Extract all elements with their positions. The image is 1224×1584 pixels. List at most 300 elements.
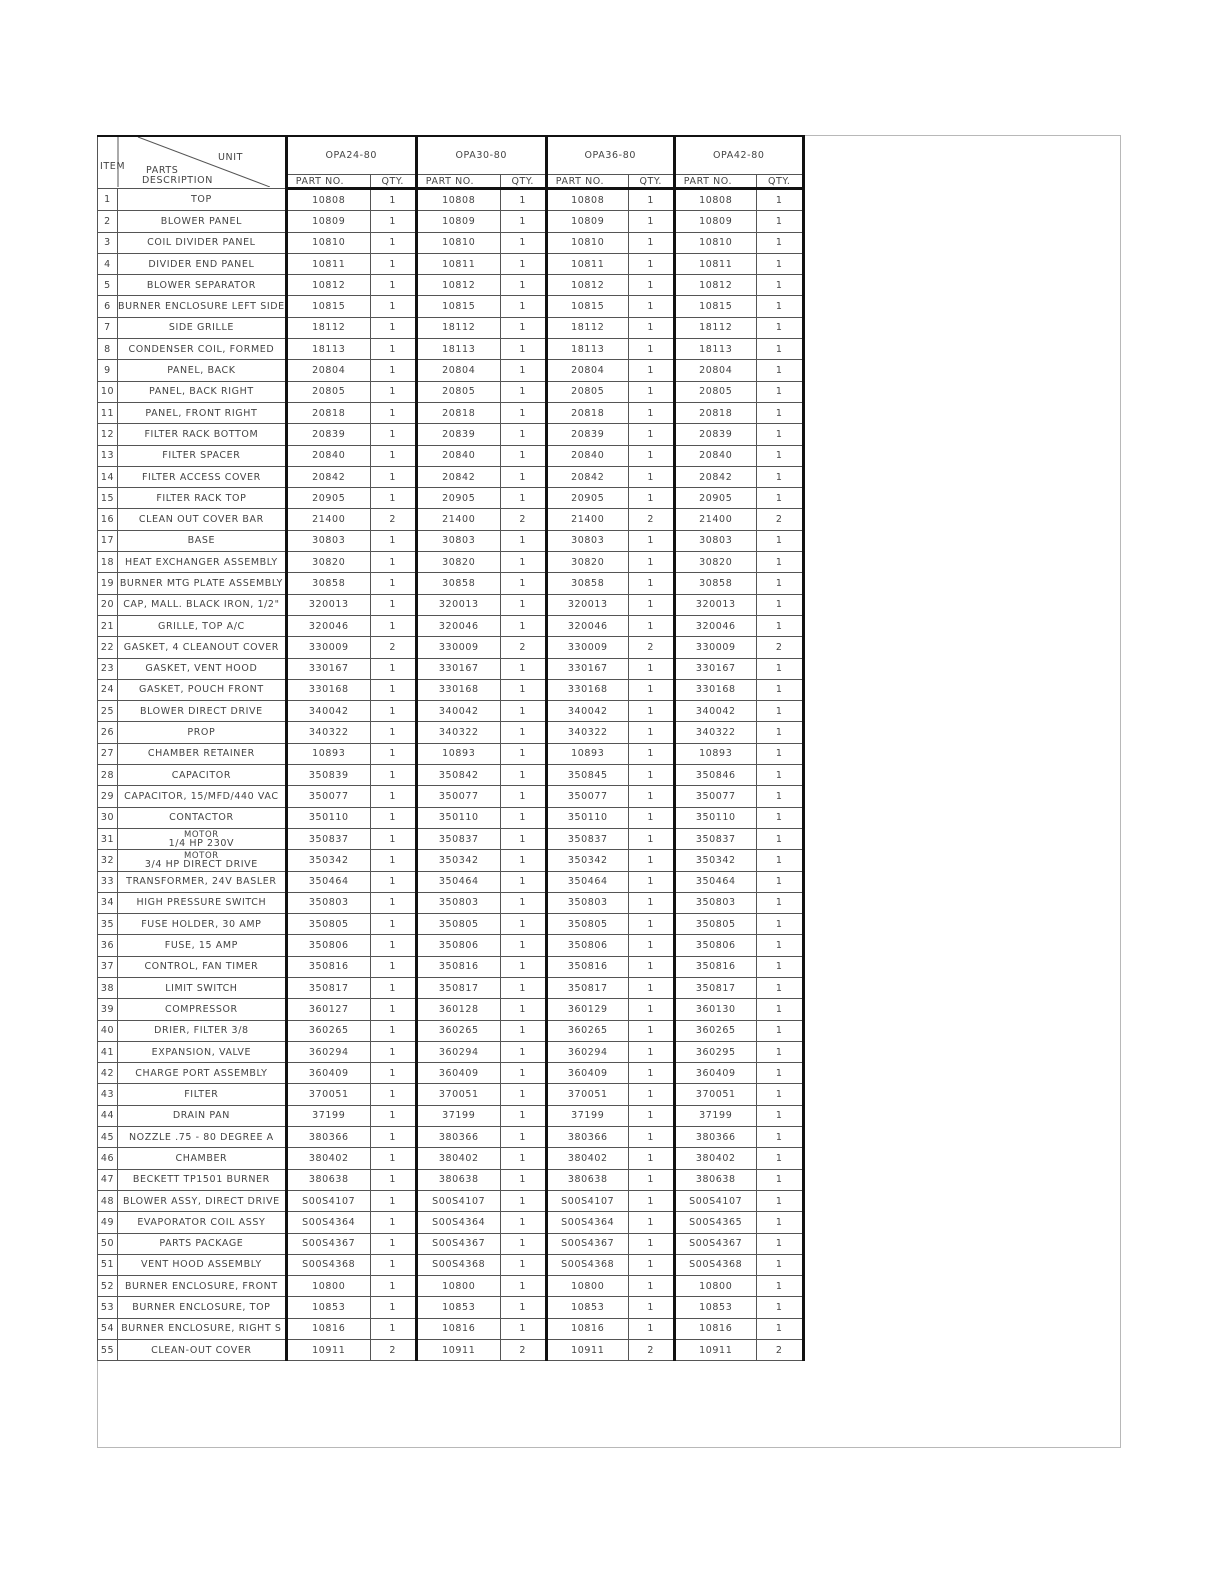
item-number: 44 [98, 1105, 118, 1126]
part-number: 10811 [286, 253, 370, 274]
item-number: 35 [98, 914, 118, 935]
quantity: 1 [756, 743, 803, 764]
part-description: HEAT EXCHANGER ASSEMBLY [118, 552, 287, 573]
part-number: 20804 [546, 360, 628, 381]
quantity: 1 [756, 914, 803, 935]
part-number: 20905 [674, 488, 756, 509]
table-row [98, 1190, 804, 1211]
quantity: 1 [370, 1254, 416, 1275]
quantity: 1 [628, 445, 674, 466]
quantity: 1 [756, 786, 803, 807]
quantity: 1 [370, 615, 416, 636]
part-number: 10911 [674, 1340, 756, 1361]
part-description: DIVIDER END PANEL [118, 253, 287, 274]
part-number: 360294 [546, 1041, 628, 1062]
item-number: 21 [98, 615, 118, 636]
part-number: 10810 [546, 232, 628, 253]
quantity: 1 [628, 999, 674, 1020]
part-number: 330009 [674, 637, 756, 658]
quantity: 1 [628, 424, 674, 445]
quantity: 1 [628, 828, 674, 849]
quantity: 1 [756, 189, 803, 211]
part-description: FUSE HOLDER, 30 AMP [118, 914, 287, 935]
part-number: 20842 [416, 466, 500, 487]
quantity: 1 [756, 296, 803, 317]
quantity: 1 [756, 488, 803, 509]
part-number: 20842 [674, 466, 756, 487]
quantity: 1 [500, 977, 546, 998]
part-number: 30858 [286, 573, 370, 594]
part-number: 340322 [416, 722, 500, 743]
quantity: 1 [628, 1063, 674, 1084]
part-number: 370051 [286, 1084, 370, 1105]
quantity: 1 [370, 253, 416, 274]
quantity: 1 [756, 232, 803, 253]
part-number: 380638 [286, 1169, 370, 1190]
part-number: 350805 [286, 914, 370, 935]
part-number: 350842 [416, 765, 500, 786]
item-number: 27 [98, 743, 118, 764]
quantity: 1 [628, 594, 674, 615]
part-number: 350816 [546, 956, 628, 977]
part-description: BLOWER SEPARATOR [118, 275, 287, 296]
quantity: 1 [628, 935, 674, 956]
part-number: 10853 [286, 1297, 370, 1318]
quantity: 1 [756, 381, 803, 402]
part-number: 10800 [286, 1276, 370, 1297]
quantity: 1 [756, 1276, 803, 1297]
quantity: 1 [628, 786, 674, 807]
table-row [98, 530, 804, 551]
quantity: 1 [628, 573, 674, 594]
part-description: COMPRESSOR [118, 999, 287, 1020]
quantity: 1 [628, 211, 674, 232]
part-no-header-2: PART NO. [416, 175, 500, 189]
part-number: 10800 [674, 1276, 756, 1297]
quantity: 1 [500, 679, 546, 700]
table-row [98, 594, 804, 615]
part-number: 30803 [286, 530, 370, 551]
table-row [98, 871, 804, 892]
item-number: 12 [98, 424, 118, 445]
part-no-header-4: PART NO. [674, 175, 756, 189]
part-number: 20805 [546, 381, 628, 402]
quantity: 1 [628, 360, 674, 381]
quantity: 1 [756, 552, 803, 573]
part-number: 350817 [286, 977, 370, 998]
quantity: 1 [500, 1063, 546, 1084]
model-header-3: OPA36-80 [546, 136, 674, 175]
quantity: 1 [756, 935, 803, 956]
table-row [98, 402, 804, 423]
unit-label: UNIT [218, 152, 244, 163]
part-description: PANEL, BACK RIGHT [118, 381, 287, 402]
part-description: BURNER ENCLOSURE LEFT SIDE [118, 296, 287, 317]
part-number: 350806 [416, 935, 500, 956]
quantity: 1 [500, 1148, 546, 1169]
part-number: 18113 [674, 339, 756, 360]
part-number: 18112 [546, 317, 628, 338]
quantity: 1 [756, 1063, 803, 1084]
part-number: 10816 [286, 1318, 370, 1339]
qty-header-2: QTY. [500, 175, 546, 189]
part-number: 20805 [416, 381, 500, 402]
quantity: 1 [756, 977, 803, 998]
item-number: 22 [98, 637, 118, 658]
quantity: 1 [756, 1127, 803, 1148]
part-number: 340322 [674, 722, 756, 743]
table-row [98, 466, 804, 487]
quantity: 1 [756, 1297, 803, 1318]
quantity: 1 [370, 466, 416, 487]
quantity: 1 [500, 701, 546, 722]
part-number: 350110 [546, 807, 628, 828]
part-number: 350805 [674, 914, 756, 935]
table-row [98, 445, 804, 466]
part-number: S00S4367 [416, 1233, 500, 1254]
item-number: 19 [98, 573, 118, 594]
part-description: VENT HOOD ASSEMBLY [118, 1254, 287, 1275]
part-number: 340042 [674, 701, 756, 722]
part-number: 330009 [546, 637, 628, 658]
table-row [98, 914, 804, 935]
part-number: 10809 [286, 211, 370, 232]
parts-table-body [98, 189, 804, 1361]
quantity: 1 [500, 1276, 546, 1297]
quantity: 1 [370, 424, 416, 445]
quantity: 1 [370, 488, 416, 509]
part-number: 20839 [674, 424, 756, 445]
quantity: 1 [370, 1041, 416, 1062]
quantity: 1 [370, 1084, 416, 1105]
part-number: 30820 [286, 552, 370, 573]
part-number: 10812 [674, 275, 756, 296]
part-description: FILTER RACK BOTTOM [118, 424, 287, 445]
quantity: 1 [370, 871, 416, 892]
part-number: 360295 [674, 1041, 756, 1062]
part-number: 380638 [674, 1169, 756, 1190]
quantity: 1 [628, 1105, 674, 1126]
quantity: 1 [756, 339, 803, 360]
part-number: 350837 [546, 828, 628, 849]
quantity: 1 [500, 786, 546, 807]
part-description: PANEL, BACK [118, 360, 287, 381]
part-number: 380402 [674, 1148, 756, 1169]
table-row [98, 1318, 804, 1339]
item-number: 28 [98, 765, 118, 786]
quantity: 1 [500, 871, 546, 892]
table-row [98, 956, 804, 977]
part-description: CONTACTOR [118, 807, 287, 828]
quantity: 1 [628, 914, 674, 935]
part-number: 20840 [546, 445, 628, 466]
quantity: 1 [370, 1297, 416, 1318]
quantity: 1 [370, 765, 416, 786]
quantity: 1 [756, 722, 803, 743]
part-number: 380366 [546, 1127, 628, 1148]
quantity: 1 [370, 339, 416, 360]
item-number: 38 [98, 977, 118, 998]
quantity: 1 [500, 1020, 546, 1041]
part-description [118, 828, 287, 849]
quantity: 1 [370, 1105, 416, 1126]
part-description: FILTER ACCESS COVER [118, 466, 287, 487]
part-description: CLEAN-OUT COVER [118, 1340, 287, 1361]
item-number: 16 [98, 509, 118, 530]
parts-table [97, 135, 805, 1361]
part-description: NOZZLE .75 - 80 DEGREE A [118, 1127, 287, 1148]
part-number: 10853 [546, 1297, 628, 1318]
table-row [98, 807, 804, 828]
quantity: 1 [628, 658, 674, 679]
item-number: 23 [98, 658, 118, 679]
part-number: 350806 [546, 935, 628, 956]
part-description: CAPACITOR [118, 765, 287, 786]
part-number: 360409 [286, 1063, 370, 1084]
quantity: 1 [628, 807, 674, 828]
part-number: 350817 [674, 977, 756, 998]
part-number: 350806 [286, 935, 370, 956]
quantity: 1 [370, 402, 416, 423]
quantity: 1 [500, 828, 546, 849]
table-row [98, 977, 804, 998]
quantity: 1 [628, 232, 674, 253]
quantity: 1 [500, 956, 546, 977]
table-row [98, 850, 804, 871]
part-number: 330167 [674, 658, 756, 679]
part-number: S00S4107 [546, 1190, 628, 1211]
item-number: 29 [98, 786, 118, 807]
part-number: 20839 [286, 424, 370, 445]
quantity: 1 [628, 1127, 674, 1148]
quantity: 1 [628, 552, 674, 573]
part-number: 350817 [546, 977, 628, 998]
part-number: 37199 [416, 1105, 500, 1126]
quantity: 1 [628, 956, 674, 977]
quantity: 1 [628, 701, 674, 722]
parts-description-label [142, 165, 213, 186]
table-row [98, 1148, 804, 1169]
part-number: 20839 [416, 424, 500, 445]
part-number: S00S4364 [416, 1212, 500, 1233]
table-row [98, 1105, 804, 1126]
part-number: 360294 [416, 1041, 500, 1062]
part-number: 330167 [416, 658, 500, 679]
item-number: 46 [98, 1148, 118, 1169]
part-number: 30820 [674, 552, 756, 573]
quantity: 1 [628, 296, 674, 317]
part-number: 10810 [674, 232, 756, 253]
quantity: 1 [500, 850, 546, 871]
part-number: 20842 [546, 466, 628, 487]
item-number: 2 [98, 211, 118, 232]
part-number: S00S4368 [286, 1254, 370, 1275]
quantity: 1 [500, 892, 546, 913]
quantity: 1 [370, 1276, 416, 1297]
quantity: 2 [370, 509, 416, 530]
quantity: 1 [628, 850, 674, 871]
part-number: 350342 [416, 850, 500, 871]
item-number: 26 [98, 722, 118, 743]
part-number: 21400 [416, 509, 500, 530]
part-number: 20840 [416, 445, 500, 466]
part-description: CONTROL, FAN TIMER [118, 956, 287, 977]
quantity: 2 [500, 1340, 546, 1361]
table-row [98, 360, 804, 381]
part-no-header-1: PART NO. [286, 175, 370, 189]
part-description: BURNER ENCLOSURE, TOP [118, 1297, 287, 1318]
quantity: 1 [756, 466, 803, 487]
quantity: 1 [500, 1212, 546, 1233]
part-number: 370051 [546, 1084, 628, 1105]
part-number: 360129 [546, 999, 628, 1020]
quantity: 2 [628, 1340, 674, 1361]
quantity: 1 [500, 488, 546, 509]
quantity: 1 [756, 999, 803, 1020]
part-description: CONDENSER COIL, FORMED [118, 339, 287, 360]
quantity: 1 [756, 1318, 803, 1339]
quantity: 1 [500, 189, 546, 211]
part-description: BURNER ENCLOSURE, FRONT [118, 1276, 287, 1297]
table-row [98, 253, 804, 274]
item-number: 17 [98, 530, 118, 551]
part-number: S00S4365 [674, 1212, 756, 1233]
part-number: 320046 [416, 615, 500, 636]
quantity: 1 [370, 679, 416, 700]
part-number: 18112 [674, 317, 756, 338]
part-description: CAPACITOR, 15/MFD/440 VAC [118, 786, 287, 807]
part-number: 350077 [546, 786, 628, 807]
table-row [98, 552, 804, 573]
part-number: S00S4364 [546, 1212, 628, 1233]
part-number: S00S4368 [546, 1254, 628, 1275]
part-number: 350077 [674, 786, 756, 807]
part-number: 18112 [416, 317, 500, 338]
table-row [98, 892, 804, 913]
part-number: 330167 [286, 658, 370, 679]
quantity: 1 [628, 1233, 674, 1254]
part-number: 10911 [286, 1340, 370, 1361]
quantity: 1 [756, 892, 803, 913]
part-number: 10853 [674, 1297, 756, 1318]
part-description: EVAPORATOR COIL ASSY [118, 1212, 287, 1233]
part-number: S00S4367 [286, 1233, 370, 1254]
part-number: 30820 [416, 552, 500, 573]
quantity: 1 [500, 914, 546, 935]
table-row [98, 1254, 804, 1275]
item-number: 7 [98, 317, 118, 338]
table-row [98, 999, 804, 1020]
quantity: 1 [756, 360, 803, 381]
part-number: 380402 [546, 1148, 628, 1169]
part-number: S00S4367 [674, 1233, 756, 1254]
quantity: 1 [370, 1127, 416, 1148]
part-number: 350817 [416, 977, 500, 998]
item-number: 36 [98, 935, 118, 956]
item-number: 55 [98, 1340, 118, 1361]
quantity: 1 [500, 296, 546, 317]
table-row [98, 275, 804, 296]
part-number: 10809 [416, 211, 500, 232]
quantity: 1 [756, 424, 803, 445]
parts-label-line1: PARTS [146, 165, 179, 176]
part-number: 30803 [546, 530, 628, 551]
part-number: 20905 [286, 488, 370, 509]
quantity: 1 [370, 1063, 416, 1084]
part-description: GASKET, VENT HOOD [118, 658, 287, 679]
part-description: GASKET, 4 CLEANOUT COVER [118, 637, 287, 658]
part-number: 10893 [546, 743, 628, 764]
quantity: 1 [370, 786, 416, 807]
quantity: 1 [500, 615, 546, 636]
quantity: 1 [756, 807, 803, 828]
quantity: 1 [756, 573, 803, 594]
part-number: S00S4368 [416, 1254, 500, 1275]
item-number: 42 [98, 1063, 118, 1084]
item-number: 25 [98, 701, 118, 722]
part-description: TRANSFORMER, 24V BASLER [118, 871, 287, 892]
part-number: 350464 [416, 871, 500, 892]
quantity: 1 [628, 488, 674, 509]
item-number: 13 [98, 445, 118, 466]
quantity: 1 [500, 743, 546, 764]
quantity: 1 [628, 615, 674, 636]
part-number: 330168 [674, 679, 756, 700]
part-number: 320046 [674, 615, 756, 636]
item-number: 1 [98, 189, 118, 211]
quantity: 1 [370, 1020, 416, 1041]
quantity: 1 [756, 275, 803, 296]
item-number: 20 [98, 594, 118, 615]
part-number: 10812 [286, 275, 370, 296]
part-description: CLEAN OUT COVER BAR [118, 509, 287, 530]
quantity: 1 [370, 1190, 416, 1211]
item-number: 50 [98, 1233, 118, 1254]
item-number: 45 [98, 1127, 118, 1148]
quantity: 1 [756, 317, 803, 338]
quantity: 1 [628, 871, 674, 892]
part-no-header-3: PART NO. [546, 175, 628, 189]
quantity: 1 [370, 211, 416, 232]
table-row [98, 743, 804, 764]
quantity: 1 [628, 530, 674, 551]
quantity: 1 [370, 594, 416, 615]
quantity: 2 [628, 637, 674, 658]
item-number: 14 [98, 466, 118, 487]
part-number: 20805 [286, 381, 370, 402]
table-row [98, 1297, 804, 1318]
table-row [98, 935, 804, 956]
quantity: 1 [500, 1127, 546, 1148]
model-header-2: OPA30-80 [416, 136, 546, 175]
part-number: 10811 [674, 253, 756, 274]
quantity: 1 [628, 1297, 674, 1318]
table-row [98, 296, 804, 317]
part-description-line1: MOTOR [183, 850, 219, 861]
table-row [98, 658, 804, 679]
part-description: FUSE, 15 AMP [118, 935, 287, 956]
part-number: 10808 [416, 189, 500, 211]
item-number: 6 [98, 296, 118, 317]
part-description: TOP [118, 189, 287, 211]
part-description: BLOWER DIRECT DRIVE [118, 701, 287, 722]
table-row [98, 1063, 804, 1084]
part-number: S00S4107 [286, 1190, 370, 1211]
quantity: 1 [756, 1190, 803, 1211]
part-number: 350837 [674, 828, 756, 849]
quantity: 1 [500, 339, 546, 360]
quantity: 1 [756, 956, 803, 977]
